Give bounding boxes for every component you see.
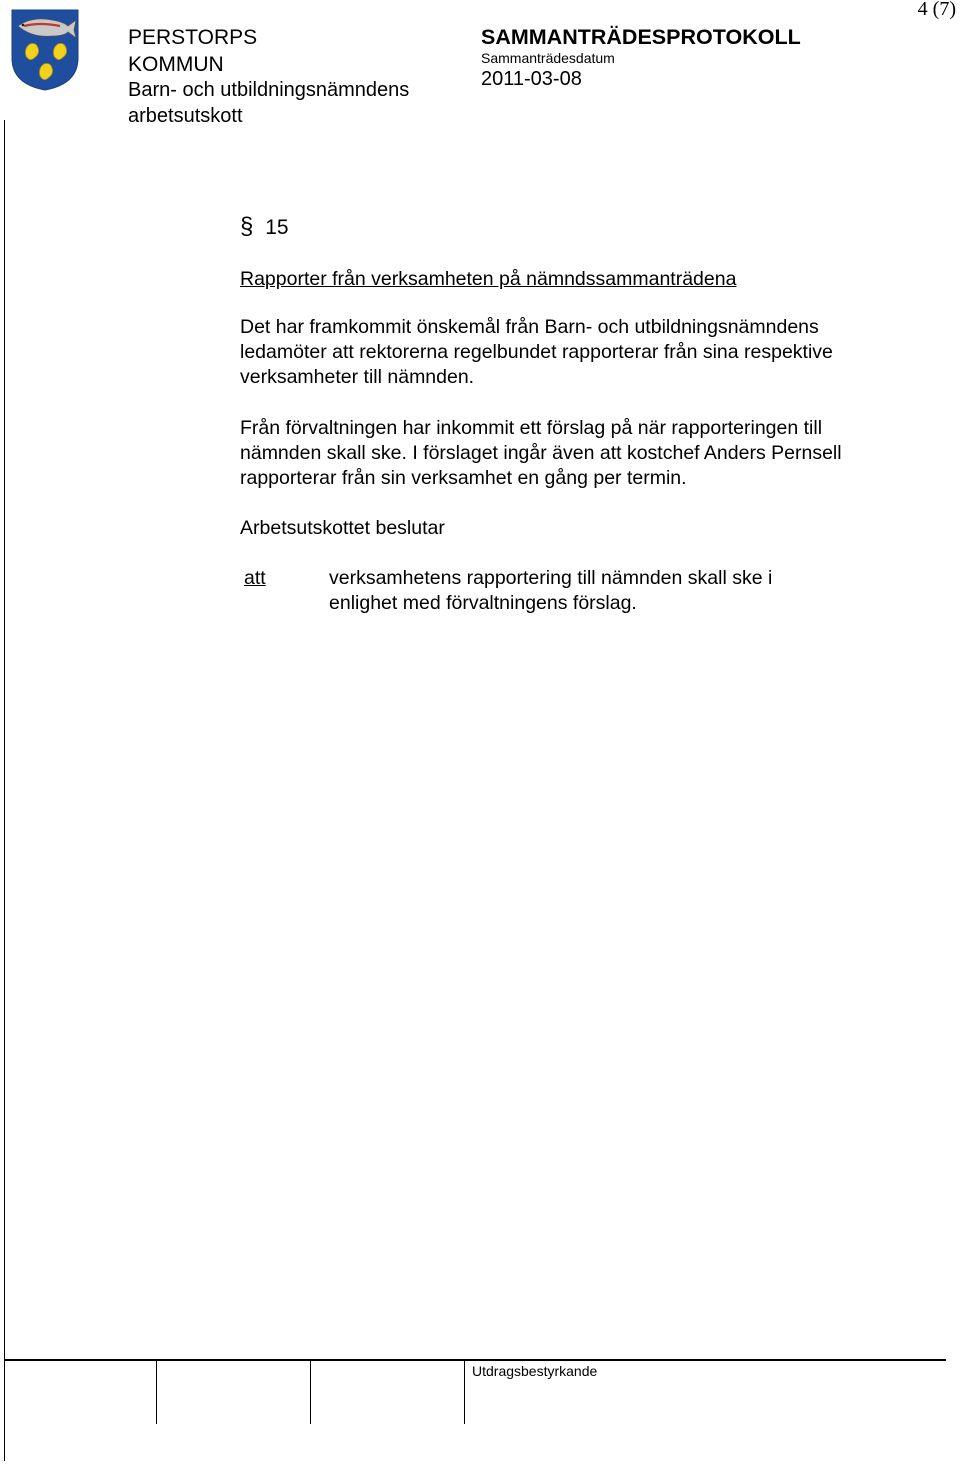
paragraph-2-line: nämnden skall ske. I förslaget ingår även att kostchef Anders Pernsell xyxy=(240,442,842,464)
section-number xyxy=(240,214,289,240)
page-number: 4 (7) xyxy=(917,0,956,20)
coat-of-arms-logo xyxy=(10,8,80,92)
paragraph-2-line: Från förvaltningen har inkommit ett förslag på när rapporteringen till xyxy=(240,417,823,439)
signature-box-divider xyxy=(156,1360,157,1424)
signature-box-divider xyxy=(464,1360,465,1424)
section-number-value: 15 xyxy=(265,216,289,239)
paragraph-1 xyxy=(240,315,833,390)
attest-label: Utdragsbestyrkande xyxy=(472,1363,598,1379)
signature-box-divider xyxy=(310,1360,311,1424)
decision-text xyxy=(329,566,772,616)
decision-text-line: verksamhetens rapportering till nämnden skall ske i xyxy=(329,567,773,589)
paragraph-1-line: verksamheter till nämnden. xyxy=(240,366,475,388)
org-name-line4: arbetsutskott xyxy=(128,105,243,127)
left-margin-rule xyxy=(4,120,5,1461)
decision-keyword: att xyxy=(244,567,266,589)
decision-heading: Arbetsutskottet beslutar xyxy=(240,517,445,539)
document-type: SAMMANTRÄDESPROTOKOLL xyxy=(481,25,801,49)
paragraph-symbol: § xyxy=(240,213,254,240)
org-name-line2: KOMMUN xyxy=(128,53,224,76)
paragraph-1-line: Det har framkommit önskemål från Barn- och utbildningsnämndens xyxy=(240,316,819,338)
footer-rule xyxy=(4,1359,946,1361)
section-title: Rapporter från verksamheten på nämndssammanträdena xyxy=(240,268,737,290)
org-name-line3: Barn- och utbildningsnämndens xyxy=(128,79,410,101)
decision-text-line: enlighet med förvaltningens förslag. xyxy=(329,592,637,614)
paragraph-1-line: ledamöter att rektorerna regelbundet rapporterar från sina respektive xyxy=(240,341,833,363)
date-value: 2011-03-08 xyxy=(481,68,582,90)
paragraph-2-line: rapporterar från sin verksamhet en gång per termin. xyxy=(240,467,687,489)
org-name-line1: PERSTORPS xyxy=(128,26,258,49)
date-label: Sammanträdesdatum xyxy=(481,50,615,66)
paragraph-2 xyxy=(240,416,842,491)
